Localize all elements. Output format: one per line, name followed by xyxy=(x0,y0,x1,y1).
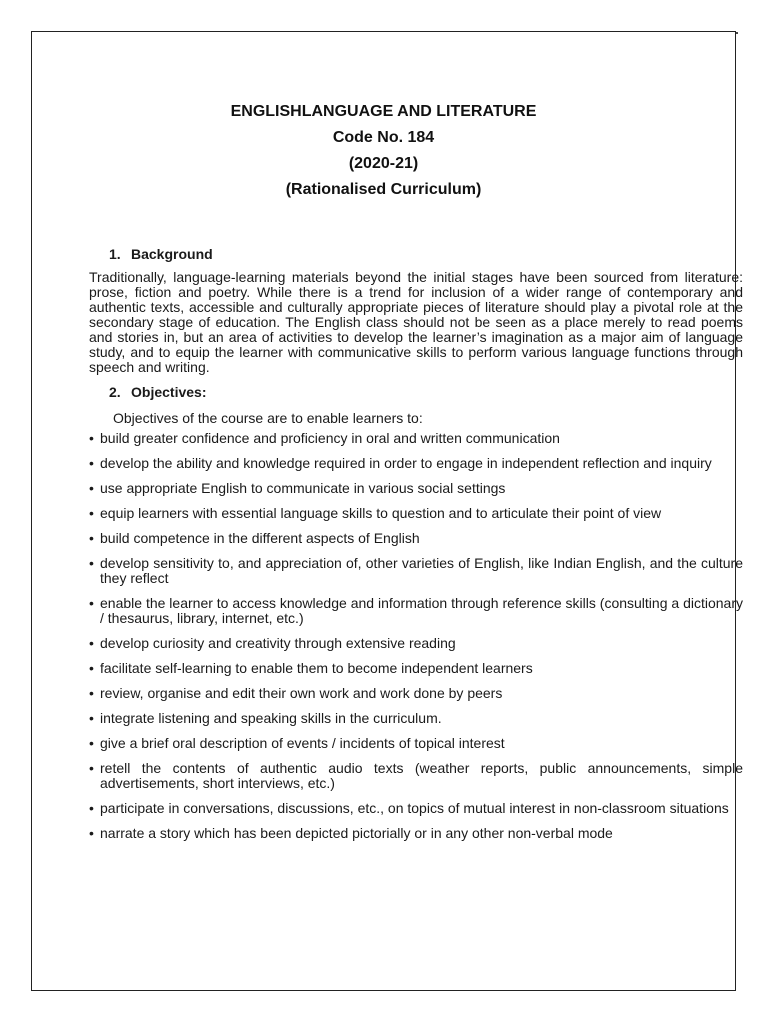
background-heading xyxy=(109,245,743,263)
document-body xyxy=(89,245,743,851)
objective-item: • develop sensitivity to, and appreciation of, other varieties of English, like Indian English, and the culture they reflect xyxy=(89,556,743,586)
document-heading xyxy=(32,99,735,203)
document-title: ENGLISHLANGUAGE AND LITERATURE xyxy=(230,103,537,120)
page-corner-mark xyxy=(736,32,738,34)
objectives-number: 2. xyxy=(109,384,121,400)
objective-item: • integrate listening and speaking skills in the curriculum. xyxy=(89,711,743,726)
objectives-intro: Objectives of the course are to enable learners to: xyxy=(113,410,423,426)
background-paragraph: Traditionally, language-learning materials beyond the initial stages have been sourced from literature: prose, fiction and poetry. While there is a trend for inclusion of a wider range of contemporary and authentic texts, accessible and culturally appropriate pieces of literature should play a pivotal role at the secondary stage of education. The English class should not be seen as a place merely to read poems and stories in, but an area of activities to develop the learner’s imagination as a major aim of language study, and to equip the learner with communicative skills to perform various language functions through speech and writing. xyxy=(89,269,743,375)
objective-item: • give a brief oral description of events / incidents of topical interest xyxy=(89,736,743,751)
course-code: Code No. 184 xyxy=(332,129,435,146)
objectives-list xyxy=(89,431,743,841)
objective-item: • develop the ability and knowledge required in order to engage in independent reflection and inquiry xyxy=(89,456,743,471)
objective-item: • review, organise and edit their own work and work done by peers xyxy=(89,686,743,701)
objective-item: • equip learners with essential language skills to question and to articulate their point of view xyxy=(89,506,743,521)
objectives-title: Objectives: xyxy=(131,384,207,400)
objective-item: • build competence in the different aspects of English xyxy=(89,531,743,546)
background-number: 1. xyxy=(109,246,121,262)
objective-item: • develop curiosity and creativity through extensive reading xyxy=(89,636,743,651)
background-title: Background xyxy=(131,246,213,262)
academic-year: (2020-21) xyxy=(348,155,419,172)
objectives-heading xyxy=(109,383,743,401)
objective-item: • facilitate self-learning to enable them to become independent learners xyxy=(89,661,743,676)
objective-item: • use appropriate English to communicate in various social settings xyxy=(89,481,743,496)
curriculum-subtitle: (Rationalised Curriculum) xyxy=(285,181,482,198)
objective-item: • enable the learner to access knowledge and information through reference skills (consulting a dictionary / thesaurus, library, internet, etc.) xyxy=(89,596,743,626)
objective-item: • build greater confidence and proficiency in oral and written communication xyxy=(89,431,743,446)
objective-item: • retell the contents of authentic audio texts (weather reports, public announcements, simple advertisements, short interviews, etc.) xyxy=(89,761,743,791)
objective-item: • participate in conversations, discussions, etc., on topics of mutual interest in non-classroom situations xyxy=(89,801,743,816)
objective-item: • narrate a story which has been depicted pictorially or in any other non-verbal mode xyxy=(89,826,743,841)
document-page xyxy=(31,31,743,991)
